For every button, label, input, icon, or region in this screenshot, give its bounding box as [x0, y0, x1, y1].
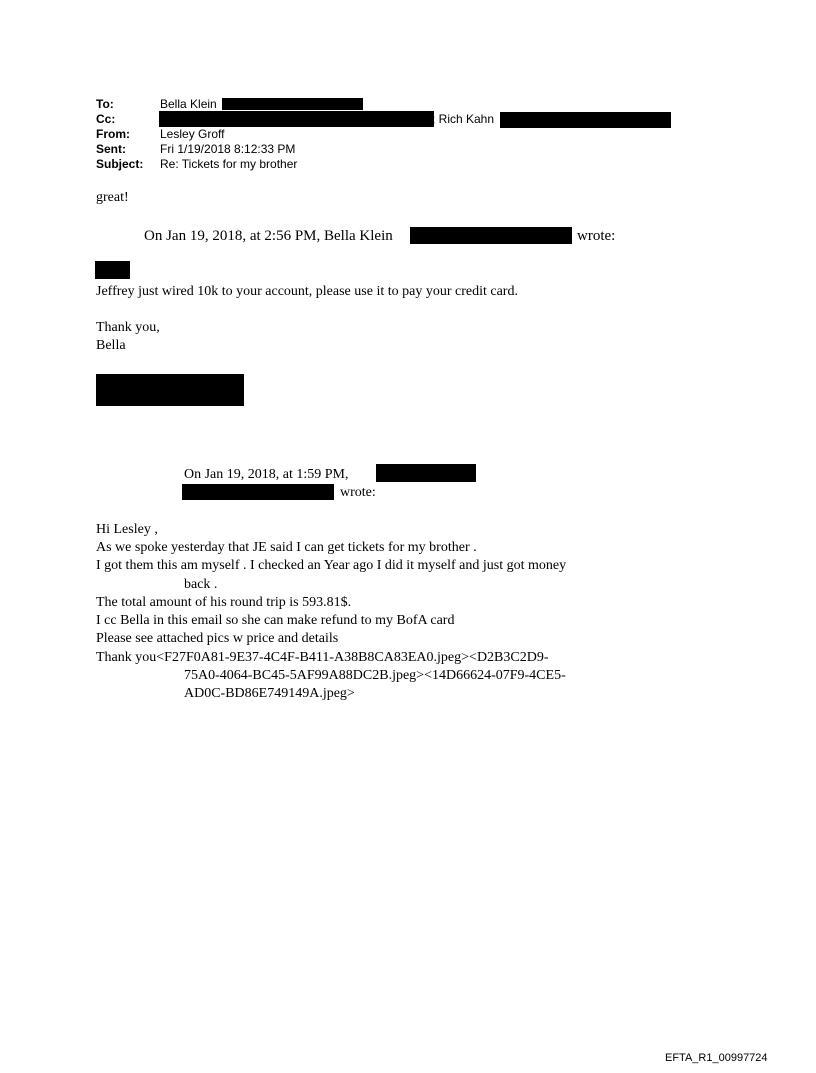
redaction-bar: [159, 111, 434, 127]
redaction-bar: [222, 98, 363, 110]
quote2-line: 75A0-4064-BC45-5AF99A88DC2B.jpeg><14D66624-07F9-4CE5-: [184, 668, 566, 683]
quote2-line: back .: [184, 577, 218, 592]
sent-label: Sent:: [96, 142, 126, 156]
redaction-bar: [96, 374, 244, 406]
quote2-line: I got them this am myself . I checked an Year ago I did it myself and just got money: [96, 558, 567, 573]
quote1-signature: Bella: [96, 338, 126, 353]
from-value: Lesley Groff: [160, 127, 225, 141]
from-label: From:: [96, 127, 130, 141]
quote2-line: As we spoke yesterday that JE said I can get tickets for my brother .: [96, 540, 477, 555]
reply-body: great!: [96, 190, 129, 205]
to-value: Bella Klein: [160, 97, 217, 111]
sent-value: Fri 1/19/2018 8:12:33 PM: [160, 142, 296, 156]
redaction-bar: [95, 261, 130, 279]
redaction-bar: [376, 464, 476, 482]
quote2-line: The total amount of his round trip is 593.81$.: [96, 595, 352, 610]
quote2-line: AD0C-BD86E749149A.jpeg>: [184, 686, 355, 701]
subject-value: Re: Tickets for my brother: [160, 157, 298, 171]
document-id: EFTA_R1_00997724: [665, 1052, 768, 1064]
subject-label: Subject:: [96, 157, 144, 171]
cc-value: ; Rich Kahn: [432, 112, 495, 126]
quote2-intro: On Jan 19, 2018, at 1:59 PM,: [184, 467, 349, 482]
redaction-bar: [500, 112, 671, 128]
quote2-line: Thank you<F27F0A81-9E37-4C4F-B411-A38B8CA83EA0.jpeg><D2B3C2D9-: [96, 650, 549, 665]
quote1-intro: On Jan 19, 2018, at 2:56 PM, Bella Klein: [144, 228, 393, 244]
quote2-line: Hi Lesley ,: [96, 522, 158, 537]
to-label: To:: [96, 97, 114, 111]
quote1-closing: Thank you,: [96, 320, 160, 335]
quote2-line: I cc Bella in this email so she can make refund to my BofA card: [96, 613, 455, 628]
quote2-intro-wrote: wrote:: [340, 485, 376, 500]
redaction-bar: [410, 227, 572, 244]
quote2-line: Please see attached pics w price and details: [96, 631, 339, 646]
redaction-bar: [182, 484, 334, 500]
quote1-intro-wrote: wrote:: [577, 228, 616, 244]
cc-label: Cc:: [96, 112, 116, 126]
quote1-line: Jeffrey just wired 10k to your account, please use it to pay your credit card.: [96, 284, 518, 299]
